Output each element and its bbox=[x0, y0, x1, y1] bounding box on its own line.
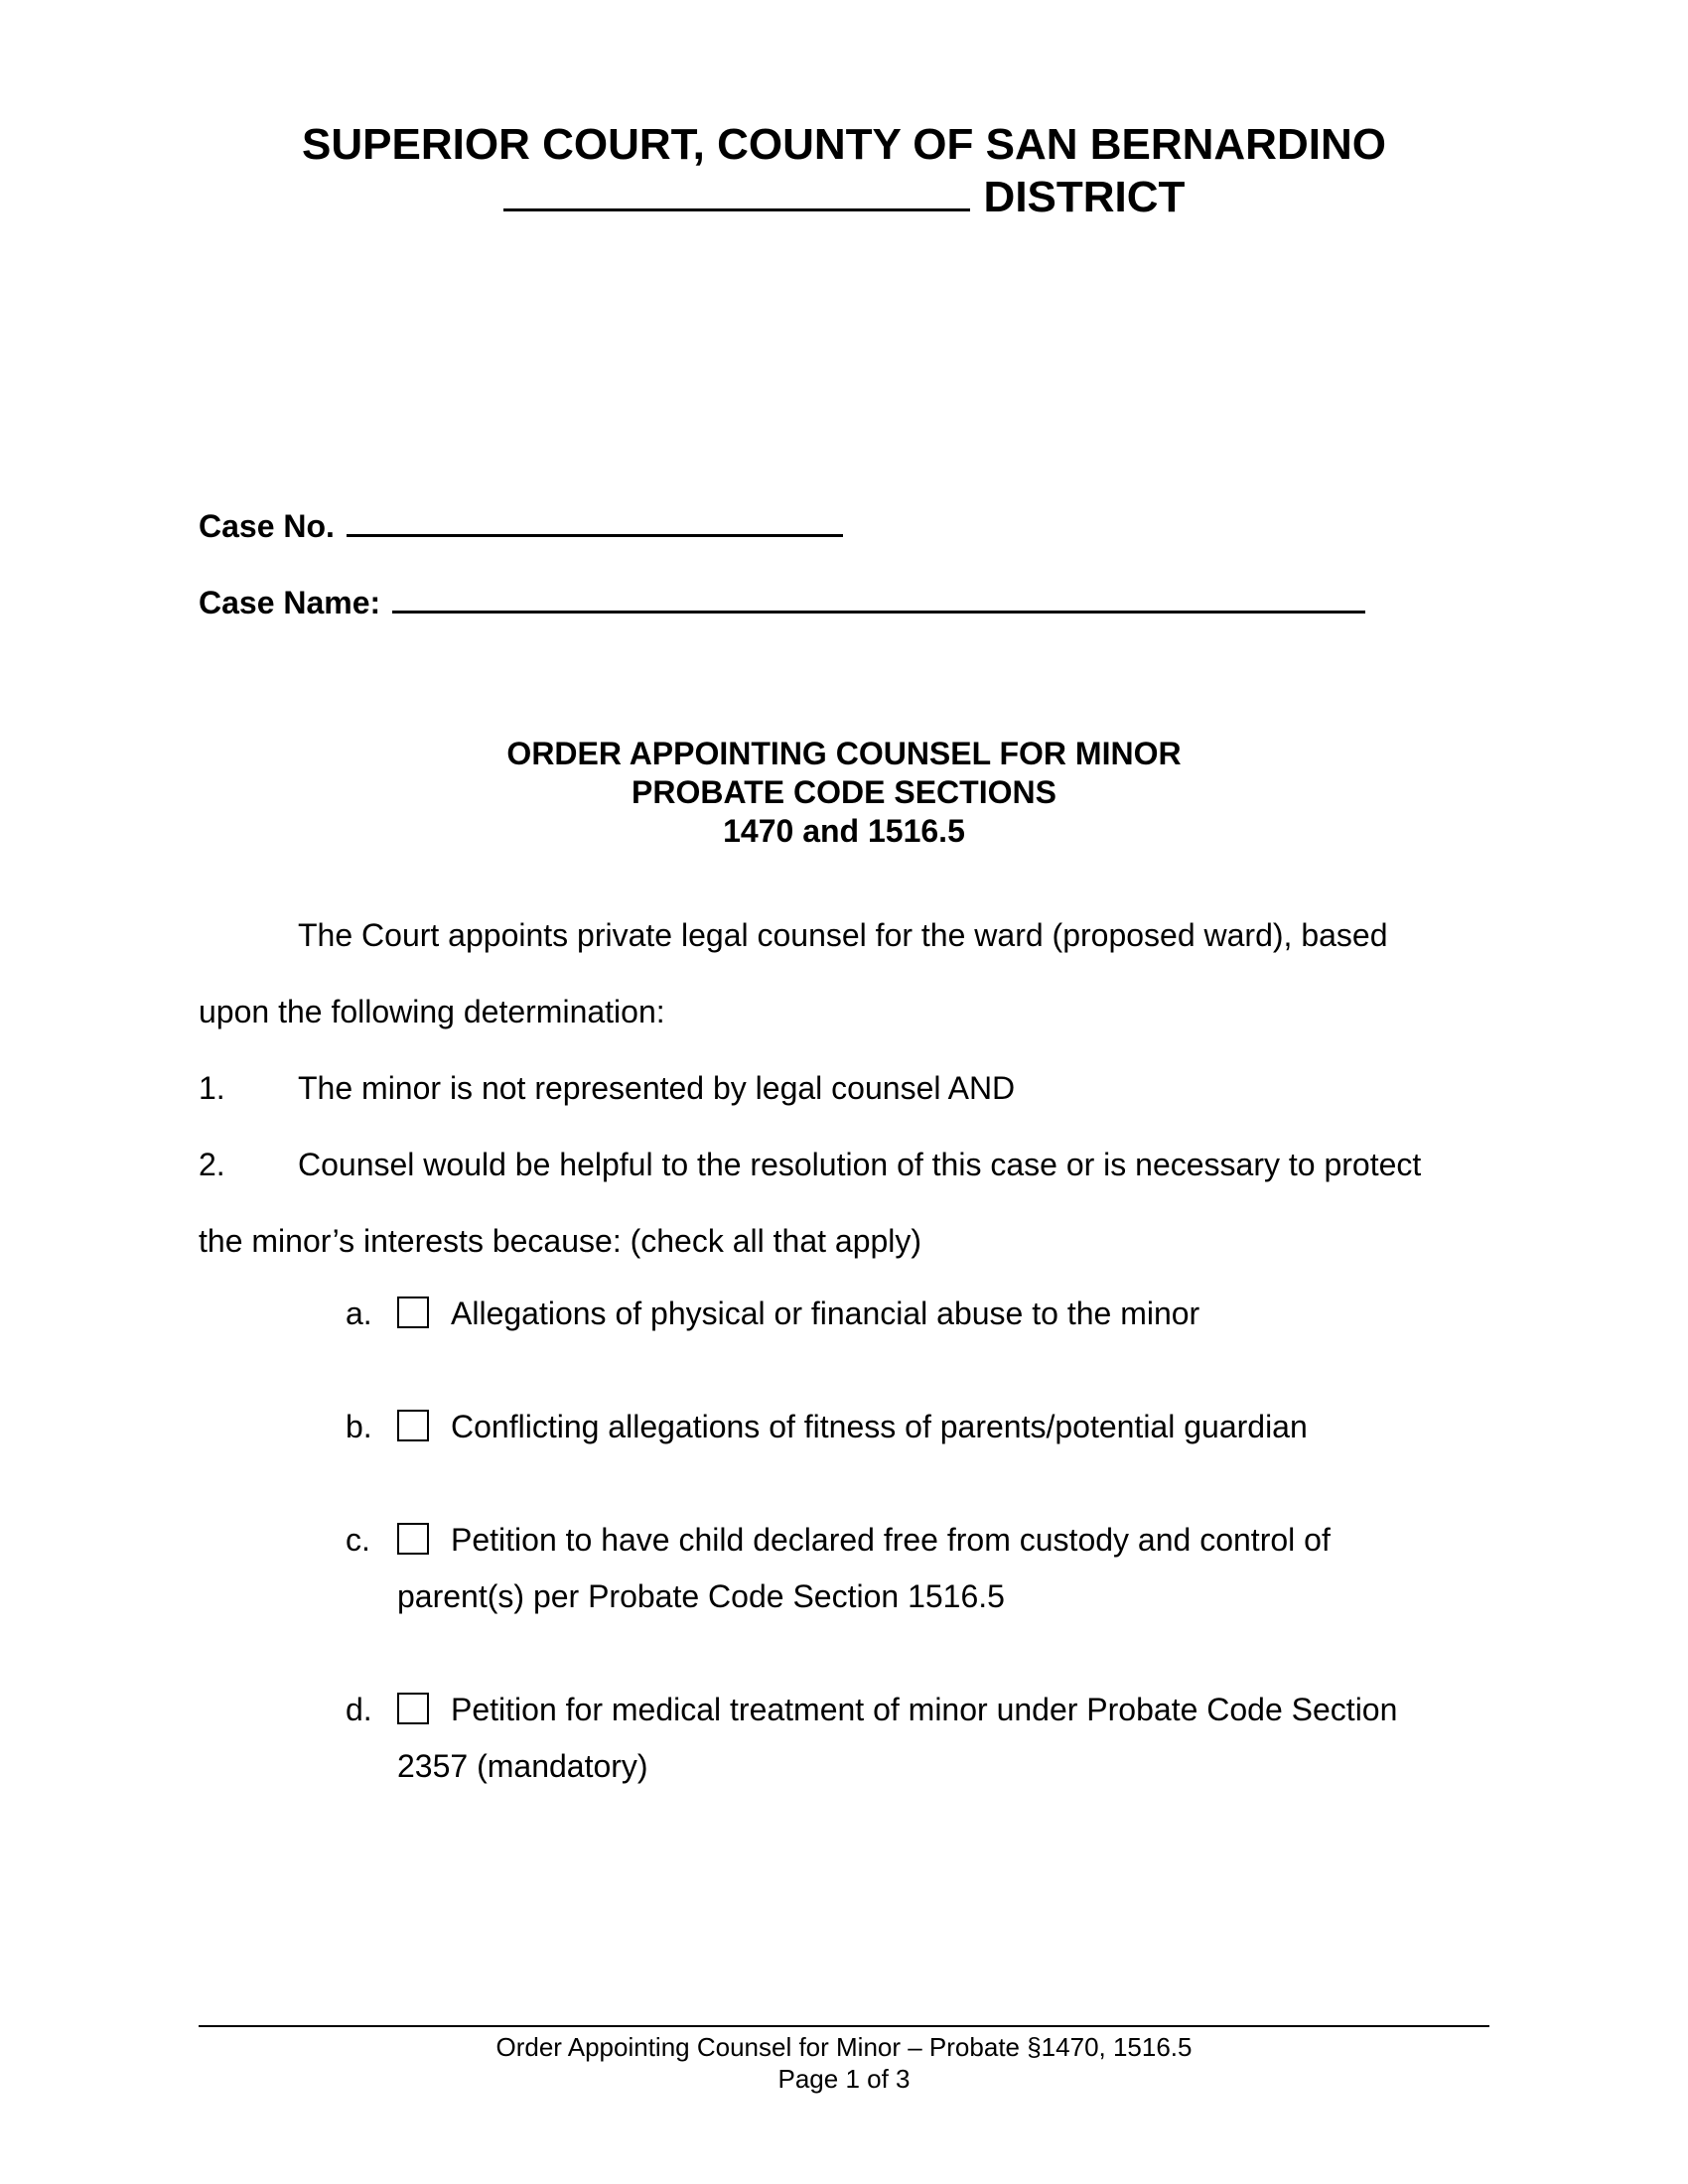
page-number: Page 1 of 3 bbox=[777, 2064, 911, 2094]
option-d-checkbox[interactable] bbox=[397, 1693, 429, 1724]
option-c bbox=[346, 1512, 1331, 1625]
option-a-text: Allegations of physical or financial abuse to the minor bbox=[451, 1296, 1200, 1331]
district-line bbox=[0, 171, 1688, 223]
footer-divider bbox=[199, 2025, 1489, 2027]
case-number-label: Case No. bbox=[199, 508, 335, 544]
court-name: SUPERIOR COURT, COUNTY OF SAN BERNARDINO bbox=[302, 120, 1386, 169]
option-b-letter: b. bbox=[346, 1409, 372, 1444]
option-d-continuation: 2357 (mandatory) bbox=[397, 1748, 648, 1784]
district-label: DISTRICT bbox=[983, 173, 1186, 221]
case-name-field bbox=[199, 579, 1365, 622]
case-number-blank[interactable] bbox=[347, 502, 843, 537]
option-c-continuation: parent(s) per Probate Code Section 1516.5 bbox=[397, 1578, 1005, 1614]
option-c-checkbox[interactable] bbox=[397, 1523, 429, 1555]
option-c-letter: c. bbox=[346, 1522, 370, 1558]
option-c-text: Petition to have child declared free from custody and control of bbox=[451, 1522, 1331, 1558]
item-2-continuation: the minor’s interests because: (check all that apply) bbox=[199, 1223, 922, 1259]
order-title bbox=[0, 735, 1688, 851]
case-name-blank[interactable] bbox=[392, 579, 1365, 614]
option-d-letter: d. bbox=[346, 1692, 372, 1727]
option-d-text: Petition for medical treatment of minor under Probate Code Section bbox=[451, 1692, 1398, 1727]
title-line-1: ORDER APPOINTING COUNSEL FOR MINOR bbox=[506, 736, 1182, 771]
intro-line-2: upon the following determination: bbox=[199, 994, 665, 1029]
footer-title: Order Appointing Counsel for Minor – Probate §1470, 1516.5 bbox=[495, 2032, 1193, 2062]
option-a-checkbox[interactable] bbox=[397, 1297, 429, 1328]
option-b-text: Conflicting allegations of fitness of parents/potential guardian bbox=[451, 1409, 1308, 1444]
item-2-text: Counsel would be helpful to the resolution of this case or is necessary to protect bbox=[298, 1147, 1422, 1182]
option-d bbox=[346, 1682, 1397, 1795]
determination-item-2 bbox=[199, 1145, 1421, 1184]
page-footer bbox=[0, 2031, 1688, 2095]
option-a bbox=[346, 1286, 1199, 1342]
court-header bbox=[0, 119, 1688, 223]
case-number-field bbox=[199, 502, 843, 546]
district-blank[interactable] bbox=[503, 171, 970, 211]
case-name-label: Case Name: bbox=[199, 585, 381, 620]
title-line-2: PROBATE CODE SECTIONS bbox=[632, 774, 1056, 810]
item-2-number: 2. bbox=[199, 1147, 225, 1182]
item-1-text: The minor is not represented by legal counsel AND bbox=[298, 1070, 1016, 1106]
determination-item-1 bbox=[199, 1068, 1015, 1108]
option-b bbox=[346, 1399, 1308, 1455]
item-1-number: 1. bbox=[199, 1070, 225, 1106]
title-line-3: 1470 and 1516.5 bbox=[723, 813, 965, 849]
option-a-letter: a. bbox=[346, 1296, 372, 1331]
option-b-checkbox[interactable] bbox=[397, 1410, 429, 1441]
intro-line-1: The Court appoints private legal counsel for the ward (proposed ward), based bbox=[298, 917, 1388, 953]
